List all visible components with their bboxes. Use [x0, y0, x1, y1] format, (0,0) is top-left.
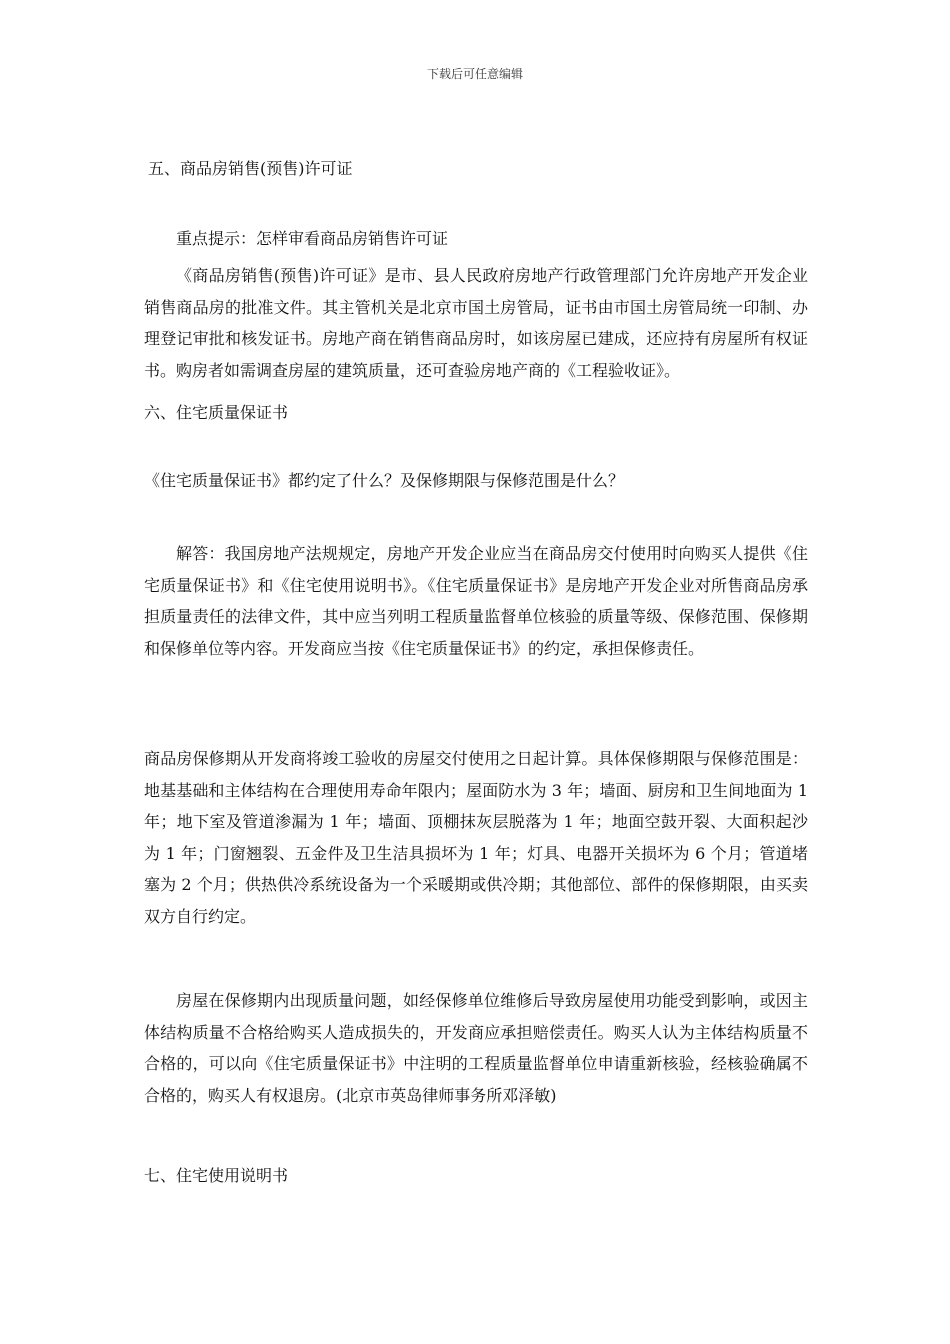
page-header-note: 下载后可任意编辑 — [426, 67, 523, 81]
section-six-title: 六、住宅质量保证书 — [144, 403, 289, 422]
section-seven-title: 七、住宅使用说明书 — [144, 1166, 289, 1185]
section-five-tip: 重点提示：怎样审看商品房销售许可证 — [176, 229, 449, 248]
section-six-question: 《住宅质量保证书》都约定了什么？及保修期限与保修范围是什么？ — [144, 471, 625, 490]
section-five-title: 五、商品房销售(预售)许可证 — [148, 159, 353, 178]
section-six-answer: 解答：我国房地产法规规定，房地产开发企业应当在商品房交付使用时向购买人提供《住宅质量保证书》和《住宅使用说明书》。《住宅质量保证书》是房地产开发企业对所售商品房承担质量责任的法律文件，其中应当列明工程质量监督单位核验的质量等级、保修范围、保修期和保修单位等内容。开发商应当按《住宅质量保证书》的约定，承担保修责任。 — [144, 544, 808, 658]
section-five-body: 《商品房销售(预售)许可证》是市、县人民政府房地产行政管理部门允许房地产开发企业销售商品房的批准文件。其主管机关是北京市国土房管局，证书由市国土房管局统一印制、办理登记审批和核发证书。房地产商在销售商品房时，如该房屋已建成，还应持有房屋所有权证书。购房者如需调查房屋的建筑质量，还可查验房地产商的《工程验收证》。 — [144, 266, 808, 380]
section-six-liability: 房屋在保修期内出现质量问题，如经保修单位维修后导致房屋使用功能受到影响，或因主体结构质量不合格给购买人造成损失的，开发商应承担赔偿责任。购买人认为主体结构质量不合格的，可以向《住宅质量保证书》中注明的工程质量监督单位申请重新核验，经核验确属不合格的，购买人有权退房。(北京市英岛律师事务所邓泽敏) — [144, 991, 808, 1105]
section-six-warranty-period: 商品房保修期从开发商将竣工验收的房屋交付使用之日起计算。具体保修期限与保修范围是：地基基础和主体结构在合理使用寿命年限内；屋面防水为 3 年；墙面、厨房和卫生间地面为 1 年；地下室及管道渗漏为 1 年；墙面、顶棚抹灰层脱落为 1 年；地面空鼓开裂、大面积起沙为 1 年；门窗翘裂、五金件及卫生洁具损坏为 1 年；灯具、电器开关损坏为 6 个月；管道堵塞为 2 个月；供热供冷系统设备为一个采暖期或供冷期；其他部位、部件的保修期限，由买卖双方自行约定。 — [144, 749, 808, 926]
